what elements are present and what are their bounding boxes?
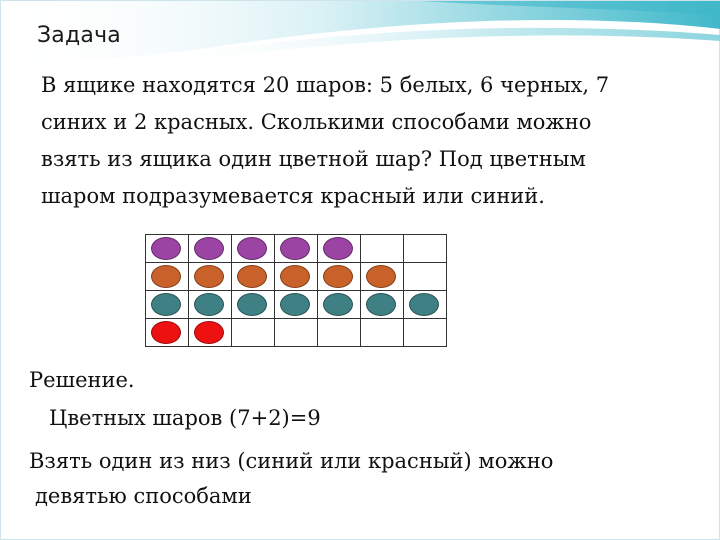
ball: [194, 321, 224, 344]
grid-cell: [361, 263, 404, 291]
solution-conclusion-line: Взять один из низ (синий или красный) можно: [29, 449, 554, 473]
ball: [280, 237, 310, 260]
ball: [237, 293, 267, 316]
grid-cell: [318, 319, 361, 347]
grid-cell: [361, 319, 404, 347]
grid-cell: [232, 235, 275, 263]
grid-cell: [275, 235, 318, 263]
task-line: синих и 2 красных. Сколькими способами можно: [41, 110, 592, 134]
grid-cell: [275, 291, 318, 319]
ball: [194, 237, 224, 260]
ball: [194, 293, 224, 316]
task-line: шаром подразумевается красный или синий.: [41, 184, 545, 208]
balls-grid: [145, 234, 447, 347]
solution-label: Решение.: [29, 368, 135, 392]
grid-cell: [404, 291, 447, 319]
grid-cell: [318, 263, 361, 291]
ball: [151, 265, 181, 288]
ball: [151, 293, 181, 316]
ball: [323, 293, 353, 316]
ball: [237, 265, 267, 288]
grid-cell: [275, 263, 318, 291]
grid-cell: [189, 235, 232, 263]
grid-row: [146, 263, 447, 291]
grid-row: [146, 319, 447, 347]
grid-cell: [189, 319, 232, 347]
grid-row: [146, 235, 447, 263]
grid-cell: [404, 235, 447, 263]
grid-cell: [275, 319, 318, 347]
grid-cell: [146, 235, 189, 263]
task-text: [33, 67, 691, 215]
grid-cell: [232, 291, 275, 319]
grid-row: [146, 291, 447, 319]
grid-cell: [146, 263, 189, 291]
solution-conclusion: [29, 444, 689, 514]
grid-cell: [361, 235, 404, 263]
grid-cell: [404, 263, 447, 291]
grid-cell: [232, 263, 275, 291]
grid-cell: [318, 235, 361, 263]
grid-cell: [146, 319, 189, 347]
ball: [151, 237, 181, 260]
task-line: взять из ящика один цветной шар? Под цветным: [41, 147, 586, 171]
task-line: В ящике находятся 20 шаров: 5 белых, 6 черных, 7: [41, 73, 610, 97]
grid-cell: [146, 291, 189, 319]
ball: [280, 265, 310, 288]
ball: [366, 293, 396, 316]
ball: [323, 265, 353, 288]
ball: [237, 237, 267, 260]
grid-cell: [232, 319, 275, 347]
grid-cell: [189, 263, 232, 291]
grid-cell: [404, 319, 447, 347]
ball: [151, 321, 181, 344]
ball: [323, 237, 353, 260]
ball: [194, 265, 224, 288]
grid-cell: [189, 291, 232, 319]
grid-cell: [318, 291, 361, 319]
slide-title: Задача: [37, 23, 121, 48]
ball: [280, 293, 310, 316]
grid-cell: [361, 291, 404, 319]
ball: [409, 293, 439, 316]
solution-calculation: Цветных шаров (7+2)=9: [49, 406, 321, 430]
solution-conclusion-line: девятью способами: [35, 484, 252, 508]
ball: [366, 265, 396, 288]
